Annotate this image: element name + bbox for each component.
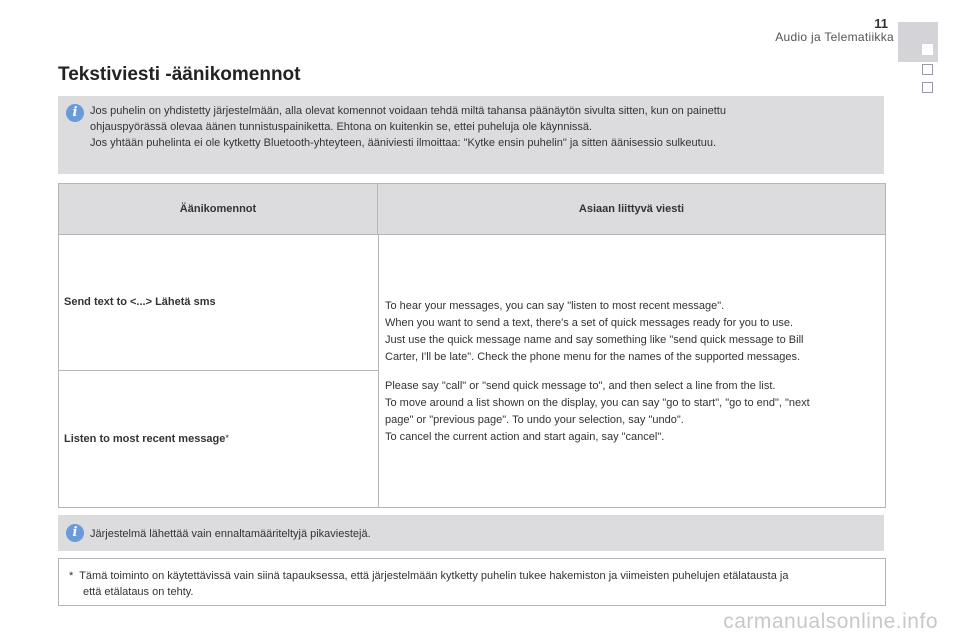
message-line: Carter, I'll be late". Check the phone menu for the names of the supported messages. xyxy=(385,351,801,363)
info-note-sms xyxy=(58,515,884,551)
section-name: Audio ja Telematiikka xyxy=(775,30,894,44)
row-divider xyxy=(59,234,885,235)
page-title: Tekstiviesti -äänikomennot xyxy=(58,64,301,85)
command-text: Send text to <...> Lähetä sms xyxy=(64,296,216,308)
section-marker[interactable] xyxy=(922,64,933,75)
footnote-marker: * xyxy=(69,570,74,582)
footnote-line: että etälataus on tehty. xyxy=(83,586,194,598)
info-note xyxy=(58,96,884,174)
info-icon: i xyxy=(66,104,84,122)
message-paragraph xyxy=(385,378,810,446)
info-line: Jos yhtään puhelinta ei ole kytketty Bluetooth-yhteyteen, ääniviesti ilmoittaa: "Kytke ensin puhelin" ja sitten äänisessio sulkeutuu. xyxy=(90,137,717,149)
message-paragraph xyxy=(385,298,803,366)
info-line: Jos puhelin on yhdistetty järjestelmään, alla olevat komennot voidaan tehdä miltä tahansa päänäytön sivulta sitten, kun on painettu xyxy=(90,105,726,117)
message-line: page" or "previous page". To undo your selection, say "undo". xyxy=(385,414,684,426)
section-marker-active[interactable] xyxy=(922,44,933,55)
message-line: To move around a list shown on the display, you can say "go to start", "go to end", "next xyxy=(385,397,810,409)
footnote-line xyxy=(69,568,875,584)
footnote-marker: * xyxy=(225,433,229,443)
section-marker[interactable] xyxy=(922,82,933,93)
section-tab[interactable] xyxy=(898,22,938,62)
table-row-command xyxy=(64,296,216,308)
message-line: To hear your messages, you can say "listen to most recent message". xyxy=(385,300,725,312)
page-number: 11 xyxy=(874,16,888,31)
command-text: Listen to most recent message xyxy=(64,433,226,445)
voice-command-table xyxy=(58,183,886,508)
column-divider xyxy=(378,234,379,507)
message-line: When you want to send a text, there's a set of quick messages ready for you to use. xyxy=(385,317,794,329)
footnote xyxy=(58,558,886,606)
info-icon: i xyxy=(66,524,84,542)
column-header-messages: Asiaan liittyvä viesti xyxy=(378,184,885,234)
message-line: To cancel the current action and start again, say "cancel". xyxy=(385,431,665,443)
watermark: carmanualsonline.info xyxy=(723,610,938,633)
info-line: ohjauspyörässä olevaa äänen tunnistuspainiketta. Ehtona on kuitenkin se, ettei puheluja ole käynnissä. xyxy=(90,121,593,133)
row-divider xyxy=(59,370,378,371)
column-header-commands: Äänikomennot xyxy=(59,184,378,234)
message-line: Please say "call" or "send quick message to", and then select a line from the list. xyxy=(385,380,776,392)
table-row-command xyxy=(64,433,229,445)
message-line: Just use the quick message name and say something like "send quick message to Bill xyxy=(385,334,804,346)
info-text: Järjestelmä lähettää vain ennaltamääriteltyjä pikaviestejä. xyxy=(90,528,371,540)
footnote-text: Tämä toiminto on käytettävissä vain siinä tapauksessa, että järjestelmään kytketty puhelin tukee hakemiston ja viimeisten puhelujen etälatausta ja xyxy=(79,570,789,582)
